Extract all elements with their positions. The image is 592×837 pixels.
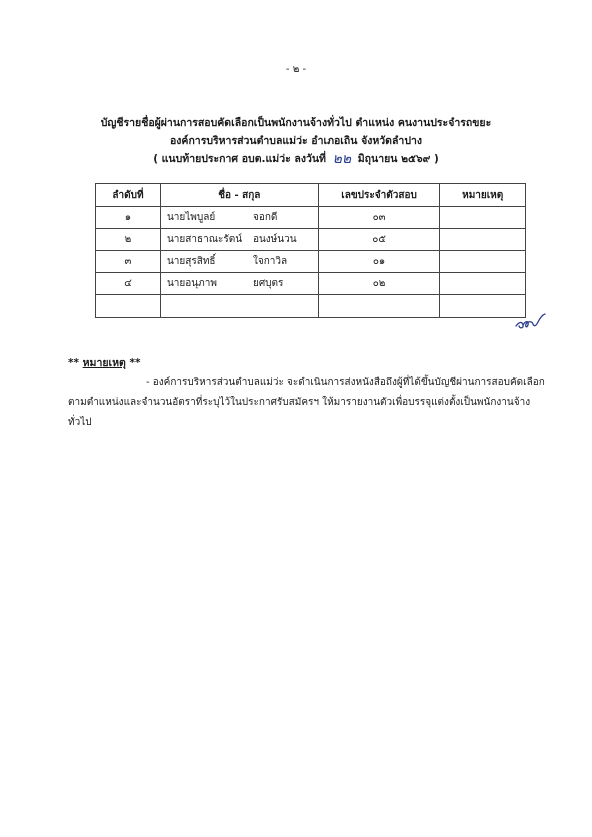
note-line-2: ตามตำแหน่งและจำนวนอัตราที่ระบุไว้ในประกาศรับสมัครฯ ให้มารายงานตัวเพื่อบรรจุแต่งตั้งเป็นพนักงานจ้าง bbox=[68, 397, 531, 408]
table-row bbox=[96, 229, 526, 251]
title-line-2: องค์การบริหารส่วนตำบลแม่ว่ะ อำเภอเถิน จังหวัดลำปาง bbox=[169, 135, 423, 147]
header-order: ลำดับที่ bbox=[96, 184, 161, 207]
first-name: นายอนุภาพ bbox=[166, 278, 217, 289]
row-order: ๓ bbox=[96, 251, 161, 273]
empty-cell bbox=[160, 295, 318, 318]
first-name: นายไพบูลย์ bbox=[166, 212, 216, 223]
announcement-month-year: มิถุนายน ๒๕๖๙ ) bbox=[357, 153, 439, 165]
note-body bbox=[68, 373, 545, 433]
table-row-empty bbox=[96, 295, 526, 318]
note-label: หมายเหตุ bbox=[82, 357, 126, 369]
header-exam-id: เลขประจำตัวสอบ bbox=[318, 184, 440, 207]
row-name bbox=[160, 251, 318, 273]
row-remark bbox=[440, 273, 526, 295]
last-name: ยศบุตร bbox=[252, 278, 284, 289]
first-name: นายสุรสิทธิ์ bbox=[166, 256, 216, 267]
document-title bbox=[60, 114, 532, 168]
table-row bbox=[96, 273, 526, 295]
row-exam-id: ๐๓ bbox=[318, 207, 440, 229]
row-remark bbox=[440, 251, 526, 273]
last-name: จอกดี bbox=[252, 212, 278, 223]
note-stars-right: ** bbox=[125, 357, 141, 369]
row-remark bbox=[440, 229, 526, 251]
last-name: อนงษ์นวน bbox=[252, 234, 297, 245]
candidate-table bbox=[95, 183, 526, 318]
row-name bbox=[160, 273, 318, 295]
note-header bbox=[68, 354, 141, 371]
row-order: ๒ bbox=[96, 229, 161, 251]
empty-cell bbox=[318, 295, 440, 318]
row-exam-id: ๐๒ bbox=[318, 273, 440, 295]
row-exam-id: ๐๕ bbox=[318, 229, 440, 251]
first-name: นายสาธาณะรัตน์ bbox=[166, 234, 243, 245]
row-order: ๑ bbox=[96, 207, 161, 229]
title-line-1: บัญชีรายชื่อผู้ผ่านการสอบคัดเลือกเป็นพนักงานจ้างทั่วไป ตำแหน่ง คนงานประจำรถขยะ bbox=[100, 117, 492, 129]
row-remark bbox=[440, 207, 526, 229]
note-stars-left: ** bbox=[68, 357, 83, 369]
header-remark: หมายเหตุ bbox=[440, 184, 526, 207]
last-name: ใจกาวิล bbox=[252, 256, 288, 267]
row-name bbox=[160, 229, 318, 251]
table-row bbox=[96, 251, 526, 273]
row-name bbox=[160, 207, 318, 229]
announcement-ref: ( แนบท้ายประกาศ อบต.แม่ว่ะ ลงวันที่ bbox=[153, 153, 326, 165]
note-line-1: - องค์การบริหารส่วนตำบลแม่ว่ะ จะดำเนินการส่งหนังสือถึงผู้ที่ได้ขึ้นบัญชีผ่านการสอบคัดเลือก bbox=[146, 377, 545, 388]
title-line-3 bbox=[60, 150, 532, 168]
handwritten-day: ๒๒ bbox=[332, 151, 352, 167]
note-line-3: ทั่วไป bbox=[68, 417, 92, 428]
page-number: - ๒ - bbox=[285, 64, 307, 75]
header-name: ชื่อ - สกุล bbox=[160, 184, 318, 207]
signature-mark bbox=[514, 312, 548, 332]
empty-cell bbox=[440, 295, 526, 318]
table-row bbox=[96, 207, 526, 229]
row-exam-id: ๐๑ bbox=[318, 251, 440, 273]
empty-cell bbox=[96, 295, 161, 318]
table-header-row bbox=[96, 184, 526, 207]
row-order: ๔ bbox=[96, 273, 161, 295]
